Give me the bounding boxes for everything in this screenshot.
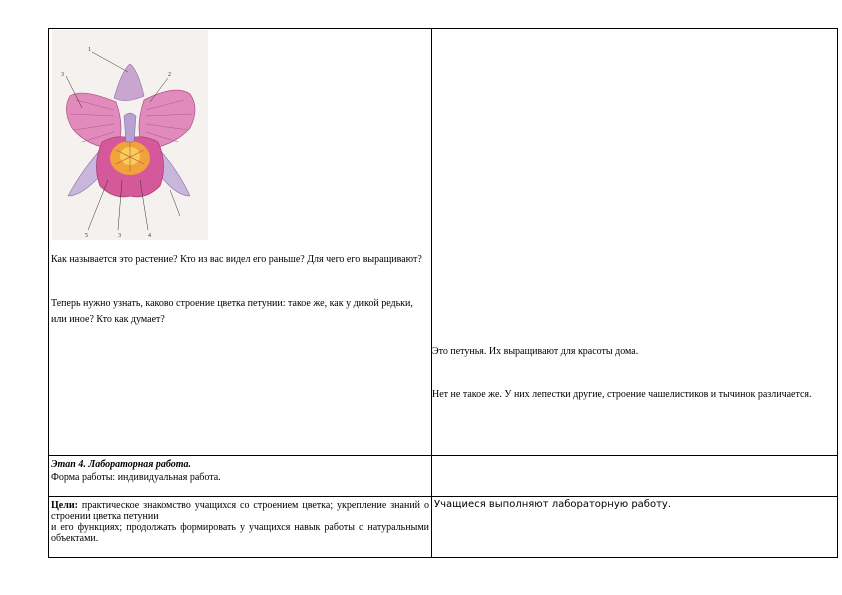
- goals-cell: [49, 497, 432, 558]
- goals-label: Цели:: [51, 500, 78, 511]
- flower-diagram: [52, 30, 208, 240]
- label-3b: 3: [118, 233, 121, 239]
- table-row: [49, 497, 838, 558]
- table-row: [49, 456, 838, 497]
- activity-cell: [432, 497, 838, 558]
- question-flower-structure: Теперь нужно узнать, каково строение цветка петунии: такое же, как у дикой редьки, или иное? Кто как думает?: [51, 298, 413, 325]
- goals-text-1: практическое знакомство учащихся со строением цветка; укрепление знаний о строении цветка петунии: [51, 500, 429, 522]
- label-2: 2: [168, 72, 171, 78]
- label-5: 5: [85, 233, 88, 239]
- answer-petunia: Это петунья. Их выращивают для красоты дома.: [432, 346, 639, 357]
- work-form: Форма работы: индивидуальная работа.: [51, 472, 221, 483]
- table-row: [49, 29, 838, 456]
- answer-structure: Нет не такое же. У них лепестки другие, строение чашелистиков и тычинок различается.: [432, 389, 812, 400]
- label-1: 1: [88, 47, 91, 53]
- student-activity: Учащиеся выполняют лабораторную работу.: [434, 499, 672, 510]
- label-3a: 3: [61, 72, 64, 78]
- empty-cell: [432, 456, 838, 497]
- goals-text-2: и его функциях; продолжать формировать у учащихся навык работы с натуральными объектами.: [51, 522, 429, 544]
- question-plant-name: Как называется это растение? Кто из вас видел его раньше? Для чего его выращивают?: [51, 254, 422, 265]
- stage-title: Этап 4. Лабораторная работа.: [51, 459, 192, 470]
- stage-cell: [49, 456, 432, 497]
- lesson-table: [48, 28, 838, 558]
- label-4: 4: [148, 233, 151, 239]
- flower-illustration: [52, 30, 208, 240]
- student-cell: [432, 29, 838, 456]
- teacher-cell: [49, 29, 432, 456]
